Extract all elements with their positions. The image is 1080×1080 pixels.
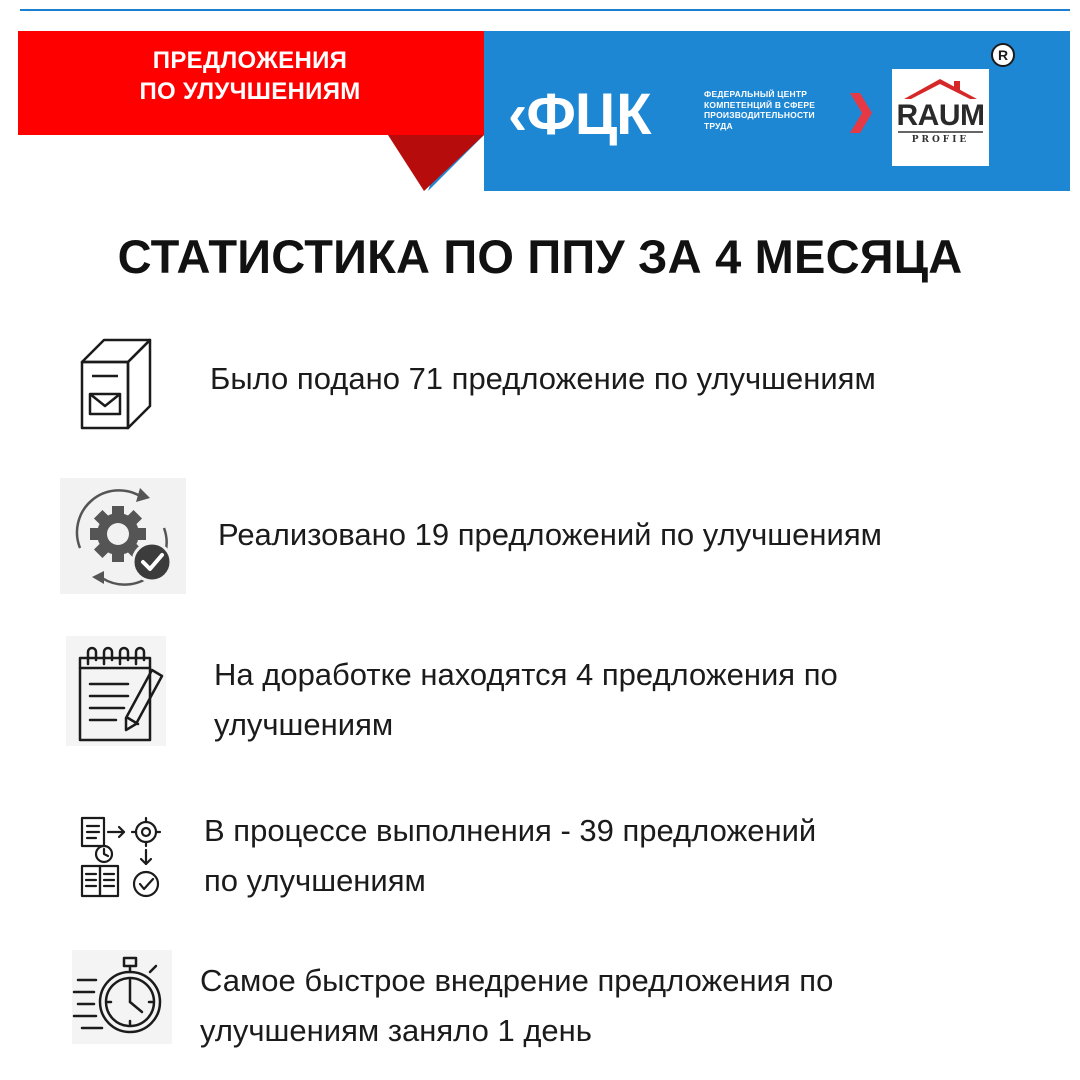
stat-revision-text <box>214 650 838 750</box>
workflow-process-icon <box>78 814 170 902</box>
fck-text-line1: ФЕДЕРАЛЬНЫЙ ЦЕНТР <box>704 89 808 99</box>
stopwatch-icon <box>72 950 172 1044</box>
fck-logo-mark: ‹ФЦК <box>508 82 651 147</box>
fck-chevron-icon <box>848 91 872 135</box>
stat-implemented-text: Реализовано 19 предложений по улучшениям <box>218 517 882 552</box>
stat-fastest-text <box>200 956 833 1056</box>
top-divider-line <box>20 9 1070 11</box>
raum-profie-logo <box>892 69 989 166</box>
gear-check-cycle-icon <box>60 478 186 594</box>
stat-fastest-line2: улучшениям заняло 1 день <box>200 1013 592 1048</box>
notepad-pen-icon <box>66 636 166 746</box>
raum-wordmark: RAUM <box>896 99 985 132</box>
fck-text-line4: ТРУДА <box>704 120 733 131</box>
stat-revision-line2: улучшениям <box>214 707 394 742</box>
stat-in-progress-text <box>204 806 816 906</box>
fck-text-line3: ПРОИЗВОДИТЕЛЬНОСТИ <box>704 110 815 120</box>
stat-in-progress-line2: по улучшениям <box>204 863 426 898</box>
stat-in-progress-line1: В процессе выполнения - 39 предложений <box>204 813 817 848</box>
fck-text-line2: КОМПЕТЕНЦИЙ В СФЕРЕ <box>704 99 816 110</box>
fck-logo <box>508 82 888 147</box>
mailbox-icon <box>78 336 154 430</box>
header-banner <box>18 31 1070 191</box>
stat-submitted-text: Было подано 71 предложение по улучшениям <box>210 361 876 396</box>
registered-mark: R <box>991 43 1015 67</box>
banner-title-line2: ПО УЛУЧШЕНИЯМ <box>139 78 361 105</box>
fck-logo-text <box>704 89 844 131</box>
banner-title-line1: ПРЕДЛОЖЕНИЯ <box>152 47 348 74</box>
raum-subtitle: PROFIE <box>911 135 970 145</box>
page-heading: СТАТИСТИКА ПО ППУ ЗА 4 МЕСЯЦА <box>117 230 963 283</box>
stat-revision-line1: На доработке находятся 4 предложения по <box>214 657 838 692</box>
stat-fastest-line1: Самое быстрое внедрение предложения по <box>200 963 834 998</box>
banner-title <box>18 45 482 107</box>
